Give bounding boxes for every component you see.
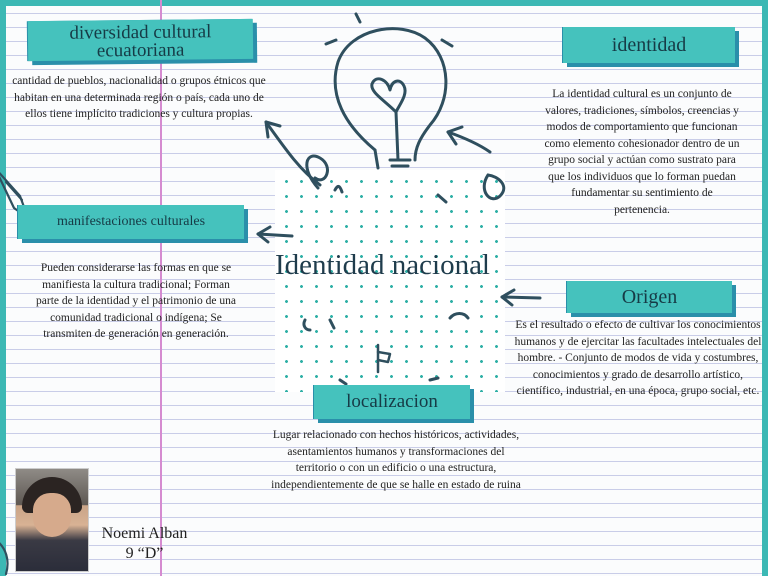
author-grade: 9 “D” <box>125 545 164 562</box>
arrow-to-identidad-icon <box>448 127 490 152</box>
node-diversidad-text: cantidad de pueblos, nacionalidad o grupos étnicos que habitan en una determinada región o país, cada uno de ellos tiene implícito tradiciones y cultura propias. <box>12 75 266 120</box>
arrow-to-origen-icon <box>502 290 540 305</box>
central-topic-title: Identidad nacional <box>275 249 490 281</box>
node-origen-title: Origen <box>567 281 732 313</box>
node-localizacion-text: Lugar relacionado con hechos históricos, actividades, asentamientos humanos y transformaciones del territorio o con un edificio o una estructura, independientemente de que se halle en estado de ruina <box>271 429 521 491</box>
arrow-to-diversidad-icon <box>266 122 320 185</box>
curl-doodle-icon <box>304 156 504 384</box>
node-localizacion-title: localizacion <box>314 385 470 419</box>
author-block <box>92 524 197 564</box>
author-name: Noemi Alban <box>101 525 188 542</box>
node-identidad-text: La identidad cultural es un conjunto de valores, tradiciones, símbolos, creencias y modos de comportamiento que funcionan como elemento cohesionador dentro de un grupo social y actúan como sustrato para que los individuos que lo forman puedan fundamentar su sentimiento de pertenencia. <box>544 88 740 216</box>
pin-mark-icon <box>378 345 390 372</box>
node-origen-text: Es el resultado o efecto de cultivar los conocimientos humanos y de ejercitar las facultades intelectuales del hombre. - Conjunto de modos de vida y costumbres, conocimientos y grado de desarrollo artístico, científico, industrial, en una época, grupo social, etc. <box>514 319 762 397</box>
node-identidad-title: identidad <box>563 27 735 63</box>
light-bulb-icon <box>326 14 452 168</box>
node-manifestaciones-title: manifestaciones culturales <box>18 205 244 239</box>
author-photo <box>15 468 89 572</box>
node-diversidad-title: diversidad cultural ecuatoriana <box>28 19 253 61</box>
arrow-to-manifestaciones-icon <box>258 227 292 242</box>
node-manifestaciones-text: Pueden considerarse las formas en que se manifiesta la cultura tradicional; Forman parte de la identidad y el patrimonio de una comunidad tradicional o indígena; Se transmiten de generación en generación. <box>36 262 236 340</box>
